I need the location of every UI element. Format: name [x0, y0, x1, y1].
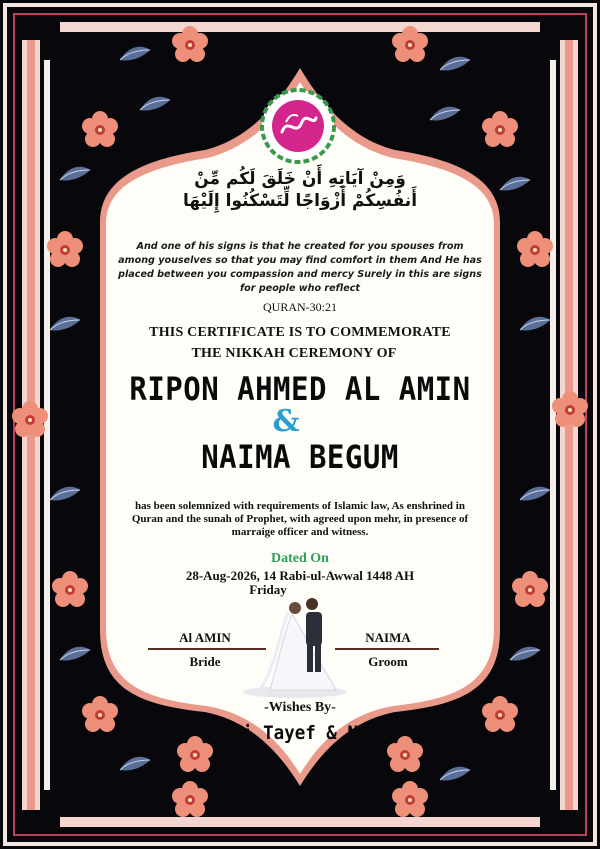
ceremony-date: 28-Aug-2026, 14 Rabi-ul-Awwal 1448 AH	[185, 568, 415, 583]
left-signature-role: Bride	[189, 654, 221, 669]
left-signature-line	[148, 648, 266, 650]
bride-groom-icon	[240, 594, 350, 698]
dated-label: Dated On	[271, 551, 329, 566]
heading-line2: THE NIKKAH CEREMONY OF	[191, 346, 397, 361]
wishes-names: Qari Tayef & Nahi	[210, 722, 390, 744]
left-signature-name: Al AMIN	[179, 630, 231, 645]
verse-translation: And one of his signs is that he created for you spouses from among youselves so that you may find comfort in them And He has placed between you compassion and mercy Surely in this are signs for people who reflect	[118, 241, 482, 294]
ceremony-weekday: Friday	[249, 582, 287, 597]
right-signature-line	[335, 648, 439, 650]
ampersand: &	[272, 404, 300, 439]
person1-name: RIPON AHMED AL AMIN	[129, 370, 471, 408]
heading-line1: THIS CERTIFICATE IS TO COMMEMORATE	[149, 325, 451, 340]
right-signature-name: NAIMA	[365, 630, 411, 645]
calligraphy-emblem-icon	[258, 86, 338, 166]
wishes-label: -Wishes By-	[264, 700, 336, 715]
solemnization-text: has been solemnized with requirements of Islamic law, As enshrined in Quran and the sunah of Prophet, with agreed upon mehr, in presence of marraige officer and witness.	[131, 500, 469, 538]
person2-name: NAIMA BEGUM	[201, 438, 399, 476]
right-signature-role: Groom	[368, 654, 408, 669]
verse-reference: QURAN-30:21	[263, 300, 337, 314]
arabic-verse: وَمِنْ آيَاتِهِ أَنْ خَلَقَ لَكُم مِّنْ أَنفُسِكُمْ أَزْوَاجًا لِّتَسْكُنُوا إِلَيْهَا	[182, 169, 418, 211]
